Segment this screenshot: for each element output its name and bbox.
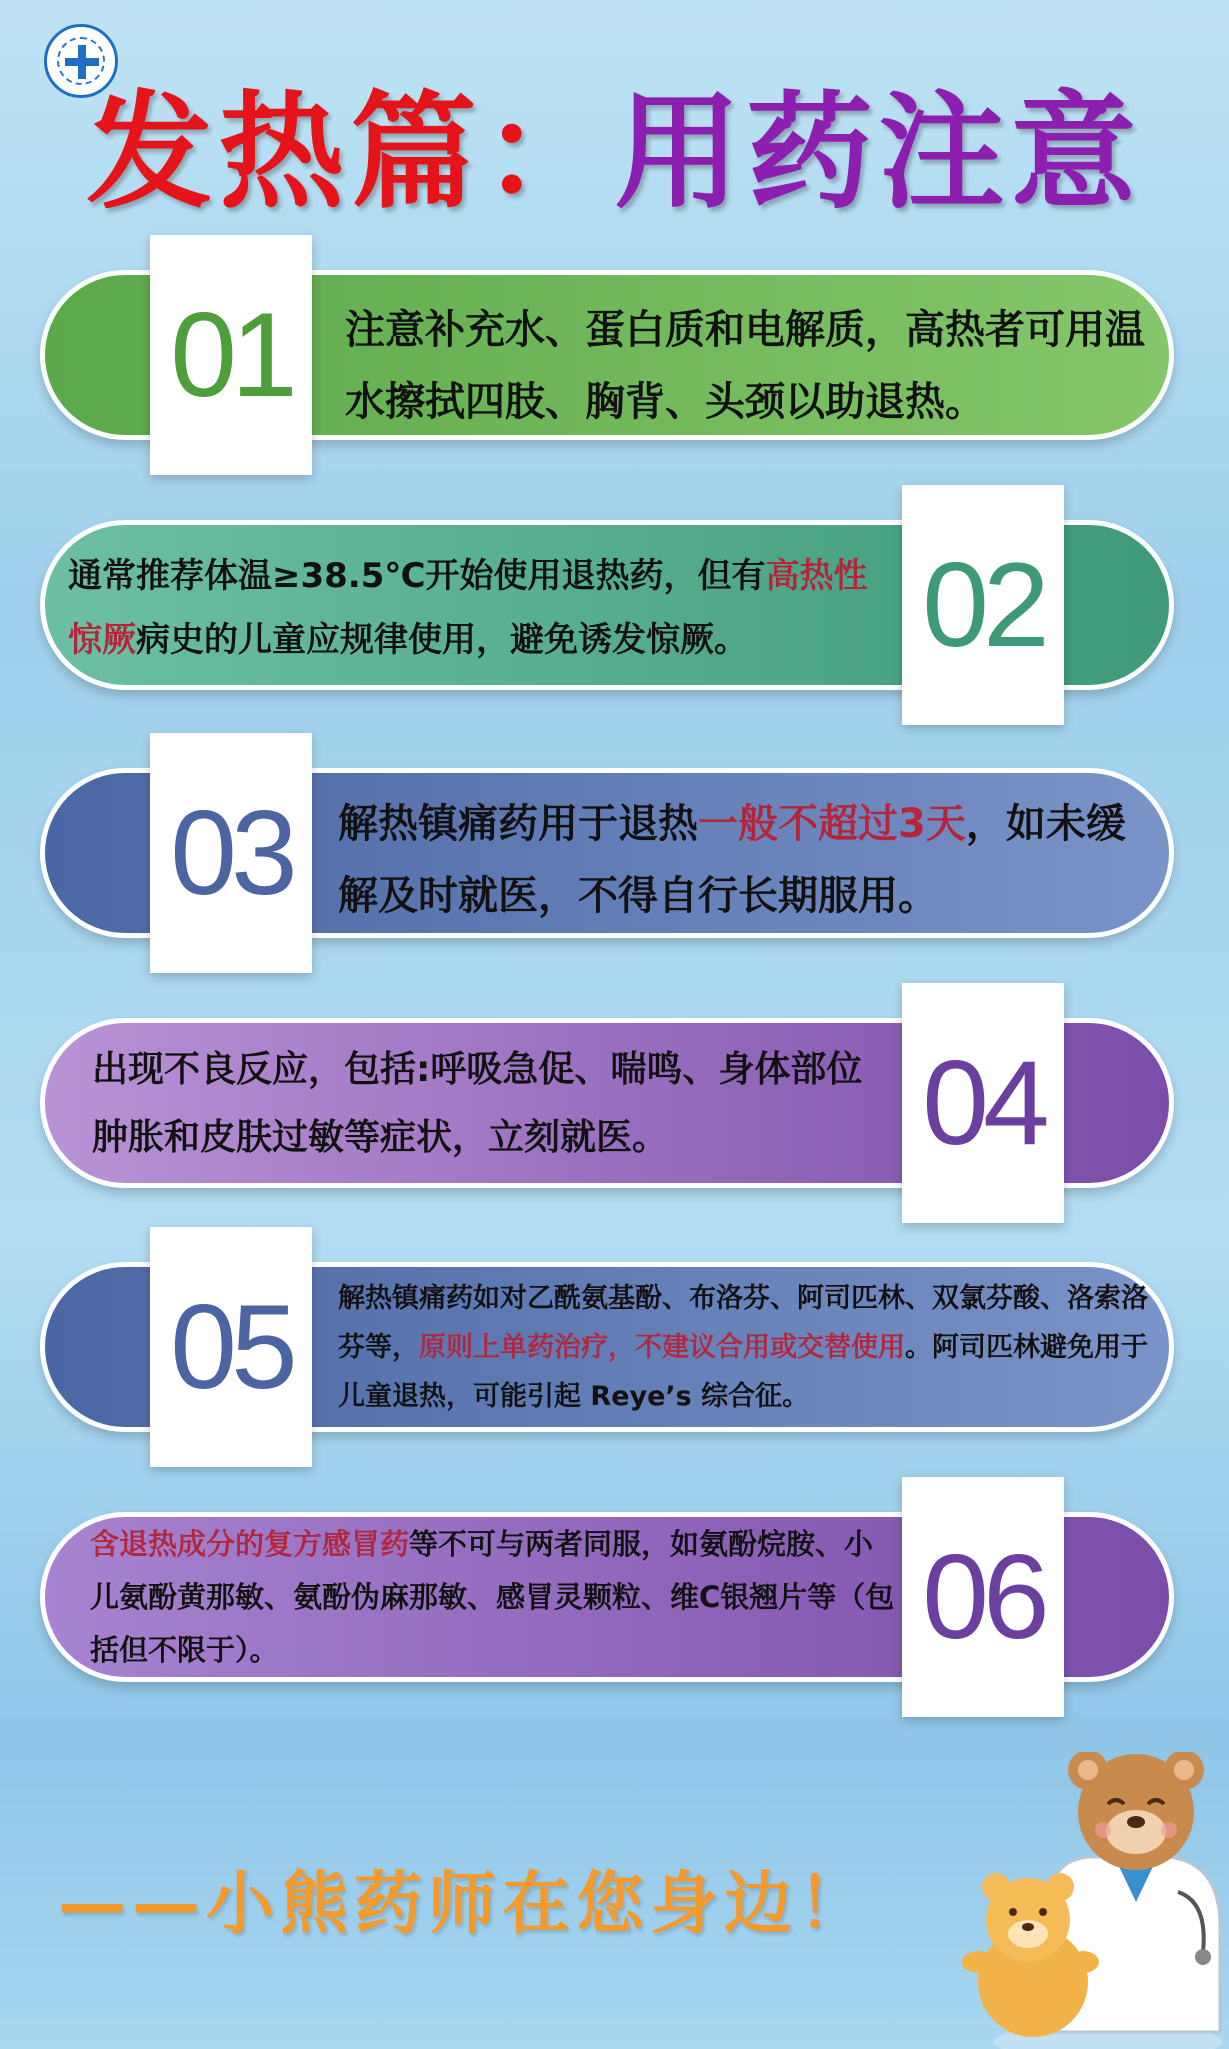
tip-text: [92, 1036, 892, 1172]
tip-card-02: [40, 520, 1174, 690]
tip-number: 06: [902, 1477, 1064, 1717]
tip-text-segment: 。阿司匹林避免用于儿童退热，可能引起 Reye’s 综合征。: [338, 1332, 1148, 1412]
tip-text-highlight: 含退热成分的复方感冒药: [90, 1527, 410, 1561]
tip-text-segment: 通常推荐体温≥38.5℃开始使用退热药，但有: [68, 556, 766, 596]
tip-text: [338, 788, 1163, 932]
tip-text-segment: 注意补充水、蛋白质和电解质，高热者可用温水擦拭四肢、胸背、头颈以助退热。: [345, 307, 1145, 425]
tip-card-01: [40, 270, 1174, 440]
tip-text-segment: 等不可与两者同服，如氨酚烷胺、小儿氨酚黄那敏、氨酚伪麻那敏、感冒灵颗粒、维C银翘片等（包括但不限于）。: [90, 1527, 895, 1667]
title-part-red: 发热篇：: [86, 79, 615, 226]
tip-number: 02: [902, 485, 1064, 725]
tip-text-segment: ，如未缓解及时就医，不得自行长期服用。: [338, 801, 1126, 919]
tip-text-segment: 解热镇痛药用于退热: [338, 801, 698, 847]
title-part-purple: 用药注意: [614, 79, 1143, 226]
tip-text-highlight: 高热性惊厥: [68, 556, 868, 660]
tip-text: [90, 1518, 900, 1677]
footer-slogan: ——小熊药师在您身边！: [58, 1865, 873, 1944]
tip-text-segment: 病史的儿童应规律使用，避免诱发惊厥。: [136, 620, 748, 660]
tip-card-03: [40, 768, 1174, 938]
tip-text: [338, 1274, 1168, 1421]
tip-number: 04: [902, 983, 1064, 1223]
tip-text-highlight: 一般不超过3天: [698, 801, 966, 847]
tip-number: 03: [150, 733, 312, 973]
tip-card-06: [40, 1512, 1174, 1682]
bear-pharmacist-icon: [958, 1752, 1229, 2049]
tip-text: [345, 294, 1160, 438]
tip-card-05: [40, 1262, 1174, 1432]
tip-number: 01: [150, 235, 312, 475]
tip-text: [68, 544, 898, 672]
tip-card-04: [40, 1018, 1174, 1188]
tip-number: 05: [150, 1227, 312, 1467]
page-title: [0, 78, 1229, 228]
tip-text-segment: 出现不良反应，包括:呼吸急促、喘鸣、身体部位肿胀和皮肤过敏等症状，立刻就医。: [92, 1049, 863, 1158]
tip-text-segment: 解热镇痛药如对乙酰氨基酚、布洛芬、阿司匹林、双氯芬酸、洛索洛芬等，: [338, 1283, 1148, 1363]
tip-text-highlight: 原则上单药治疗，不建议合用或交替使用: [419, 1332, 905, 1363]
